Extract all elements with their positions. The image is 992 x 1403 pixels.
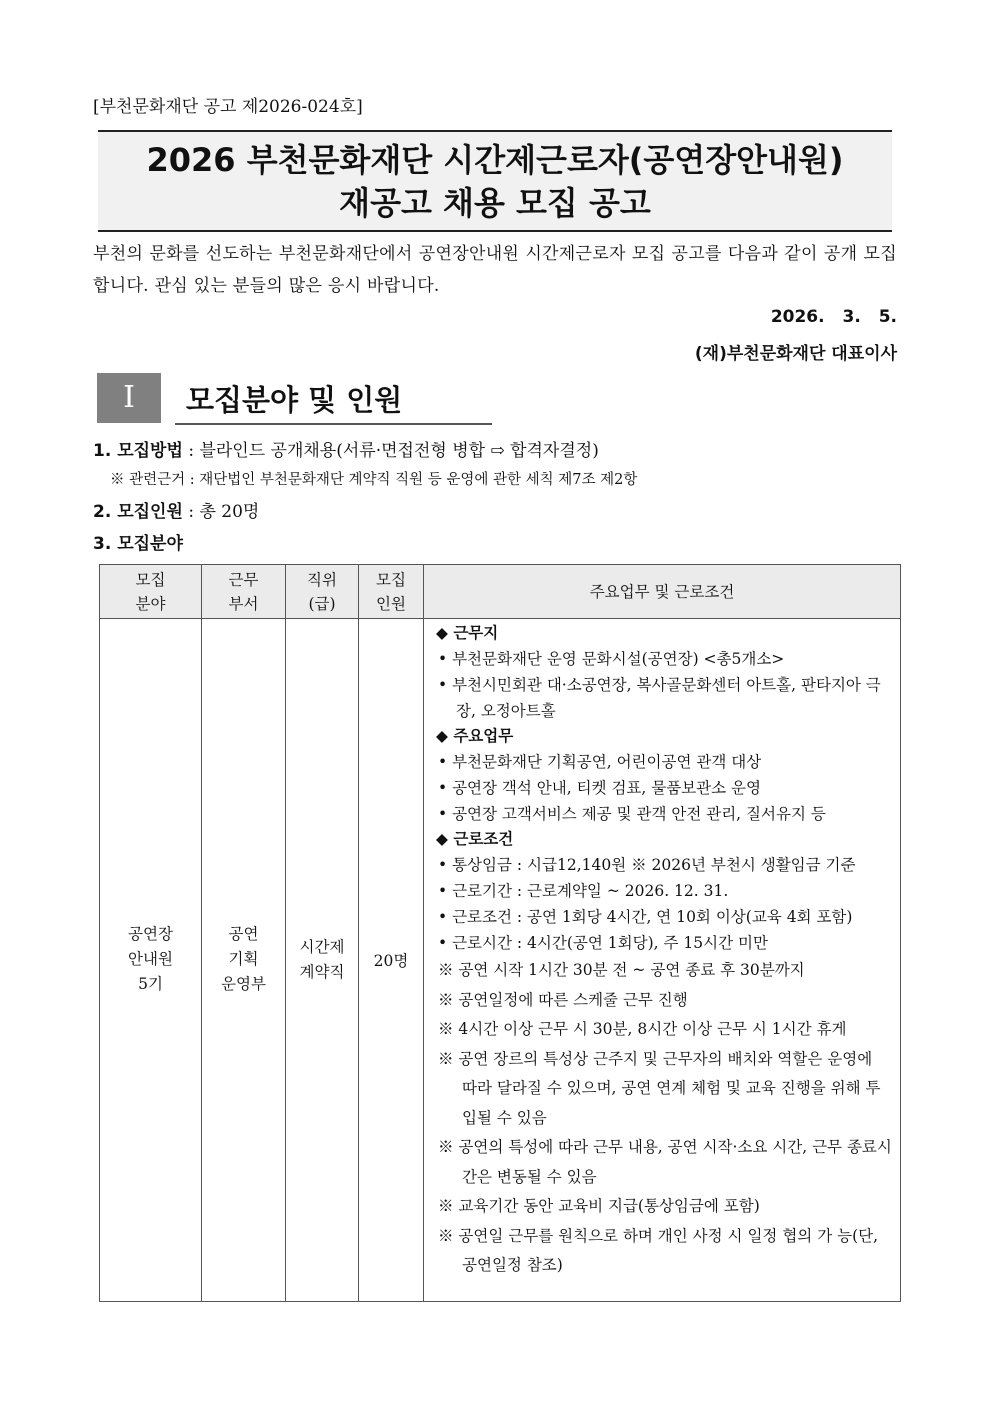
note-item: ※ 공연의 특성에 따라 근무 내용, 공연 시작·소요 시간, 근무 종료시간은 변동될 수 있음 (438, 1138, 892, 1186)
note-item: ※ 교육기간 동안 교육비 지급(통상임금에 포함) (438, 1197, 760, 1215)
title-line-1: 2026 부천문화재단 시간제근로자(공연장안내원) (146, 141, 844, 179)
cell-dept: 공연 기획 운영부 (202, 619, 286, 1302)
list-item: • 근로시간 : 4시간(공연 1회당), 주 15시간 미만 (438, 934, 768, 952)
method-item (93, 436, 599, 461)
workplace-heading: ◆ 근무지 (436, 624, 499, 642)
note-item: ※ 공연 장르의 특성상 근주지 및 근무자의 배치와 역할은 운영에 따라 달라질 수 있으며, 공연 연계 체험 및 교육 진행을 위해 투입될 수 있음 (438, 1049, 881, 1127)
header-count: 모집 인원 (359, 565, 424, 619)
method-value: : 블라인드 공개채용(서류·면접전형 병합 ⇨ 합격자결정) (188, 441, 599, 461)
field-item (93, 529, 183, 554)
conditions-heading: ◆ 근로조건 (436, 830, 514, 848)
duties-heading: ◆ 주요업무 (436, 727, 514, 745)
note-item: ※ 공연일 근무를 원칙으로 하며 개인 사정 시 일정 협의 가 능(단, 공연일정 참조) (438, 1226, 879, 1274)
list-item: • 공연장 객석 안내, 티켓 검표, 물품보관소 운영 (438, 779, 762, 797)
header-dept: 근무 부서 (202, 565, 286, 619)
list-item: • 부천시민회관 대·소공연장, 복사골문화센터 아트홀, 판타지아 극장, 오정아트홀 (438, 676, 881, 720)
title-banner (98, 130, 892, 232)
notice-date: 2026. 3. 5. (770, 307, 897, 327)
notice-number: [부천문화재단 공고 제2026-024호] (93, 97, 363, 117)
list-item: • 부천문화재단 기획공연, 어린이공연 관객 대상 (438, 753, 762, 771)
note-item: ※ 공연 시작 1시간 30분 전 ~ 공연 종료 후 30분까지 (438, 961, 805, 979)
section-title: 모집분야 및 인원 (186, 383, 403, 417)
list-item: • 근로조건 : 공연 1회당 4시간, 연 10회 이상(교육 4회 포함) (438, 908, 853, 926)
note-item: ※ 공연일정에 따른 스케줄 근무 진행 (438, 990, 688, 1009)
note-item: ※ 4시간 이상 근무 시 30분, 8시간 이상 근무 시 1시간 휴게 (438, 1020, 847, 1038)
cell-field: 공연장 안내원 5기 (100, 619, 202, 1302)
header-field: 모집 분야 (100, 565, 202, 619)
recruitment-table (99, 564, 901, 1302)
intro-paragraph: 부천의 문화를 선도하는 부천문화재단에서 공연장안내원 시간제근로자 모집 공고를 다음과 같이 공개 모집합니다. 관심 있는 분들의 많은 응시 바랍니다. (93, 244, 897, 296)
method-label: 1. 모집방법 (93, 441, 183, 461)
signer: (재)부천문화재단 대표이사 (694, 344, 897, 364)
field-label: 3. 모집분야 (93, 534, 183, 554)
count-value: : 총 20명 (188, 502, 260, 522)
section-underline (175, 423, 492, 425)
cell-count: 20명 (359, 619, 424, 1302)
basis-note: ※ 관련근거 : 재단법인 부천문화재단 계약직 직원 등 운영에 관한 세칙 제7조 제2항 (110, 472, 638, 488)
header-duties: 주요업무 및 근로조건 (424, 565, 901, 619)
section-number-box: Ⅰ (97, 373, 161, 423)
cell-duties (424, 619, 901, 1302)
list-item: • 공연장 고객서비스 제공 및 관객 안전 관리, 질서유지 등 (438, 805, 826, 823)
list-item: • 근로기간 : 근로계약일 ~ 2026. 12. 31. (438, 882, 729, 900)
list-item: • 부천문화재단 운영 문화시설(공연장) <총5개소> (438, 650, 785, 668)
header-grade: 직위 (급) (286, 565, 359, 619)
count-item (93, 497, 259, 522)
cell-grade: 시간제 계약직 (286, 619, 359, 1302)
count-label: 2. 모집인원 (93, 502, 183, 522)
list-item: • 통상임금 : 시급12,140원 ※ 2026년 부천시 생활임금 기준 (438, 856, 856, 874)
table-header-row (100, 565, 901, 619)
title-line-2: 재공고 채용 모집 공고 (339, 184, 651, 222)
table-row (100, 619, 901, 1302)
